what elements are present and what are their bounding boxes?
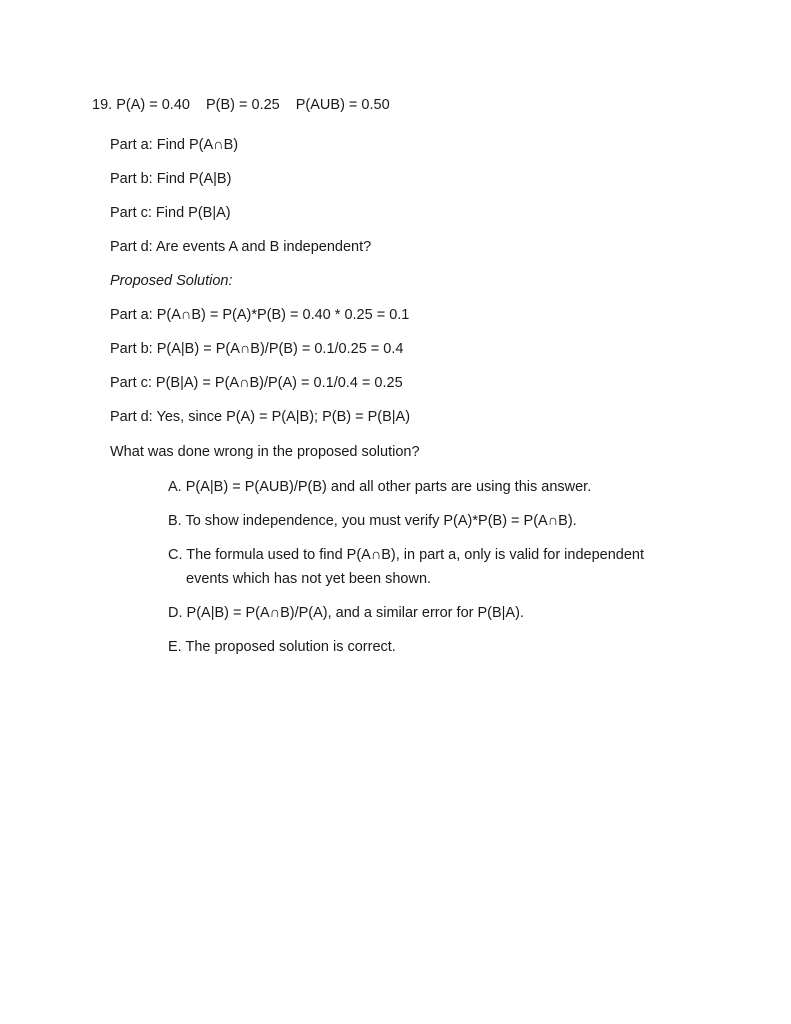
solution-part-b: Part b: P(A|B) = P(A∩B)/P(B) = 0.1/0.25 = 0.4 bbox=[110, 341, 404, 357]
option-a: A. P(A|B) = P(AUB)/P(B) and all other parts are using this answer. bbox=[168, 479, 592, 495]
question-number: 19. bbox=[92, 97, 113, 113]
solution-part-a: Part a: P(A∩B) = P(A)*P(B) = 0.40 * 0.25 = 0.1 bbox=[110, 307, 410, 323]
part-c-text: Part c: Find P(B|A) bbox=[110, 205, 231, 221]
question-prompt: What was done wrong in the proposed solution? bbox=[110, 444, 420, 460]
option-e: E. The proposed solution is correct. bbox=[168, 639, 396, 655]
option-d: D. P(A|B) = P(A∩B)/P(A), and a similar error for P(B|A). bbox=[168, 605, 524, 621]
given-p-b: P(B) = 0.25 bbox=[205, 97, 280, 113]
solution-part-c: Part c: P(B|A) = P(A∩B)/P(A) = 0.1/0.4 = 0.25 bbox=[110, 375, 403, 391]
proposed-solution-heading: Proposed Solution: bbox=[110, 273, 233, 289]
part-b-text: Part b: Find P(A|B) bbox=[110, 171, 232, 187]
option-c-line-1: C. The formula used to find P(A∩B), in part a, only is valid for independent bbox=[168, 547, 645, 563]
option-b: B. To show independence, you must verify P(A)*P(B) = P(A∩B). bbox=[168, 513, 577, 529]
solution-part-d: Part d: Yes, since P(A) = P(A|B); P(B) = P(B|A) bbox=[110, 409, 411, 425]
part-a-text: Part a: Find P(A∩B) bbox=[110, 137, 239, 153]
question-header bbox=[92, 96, 390, 114]
given-p-aub: P(AUB) = 0.50 bbox=[295, 97, 390, 113]
option-c-line-2: events which has not yet been shown. bbox=[186, 571, 432, 587]
part-d-text: Part d: Are events A and B independent? bbox=[110, 239, 372, 255]
given-p-a: P(A) = 0.40 bbox=[116, 97, 190, 113]
